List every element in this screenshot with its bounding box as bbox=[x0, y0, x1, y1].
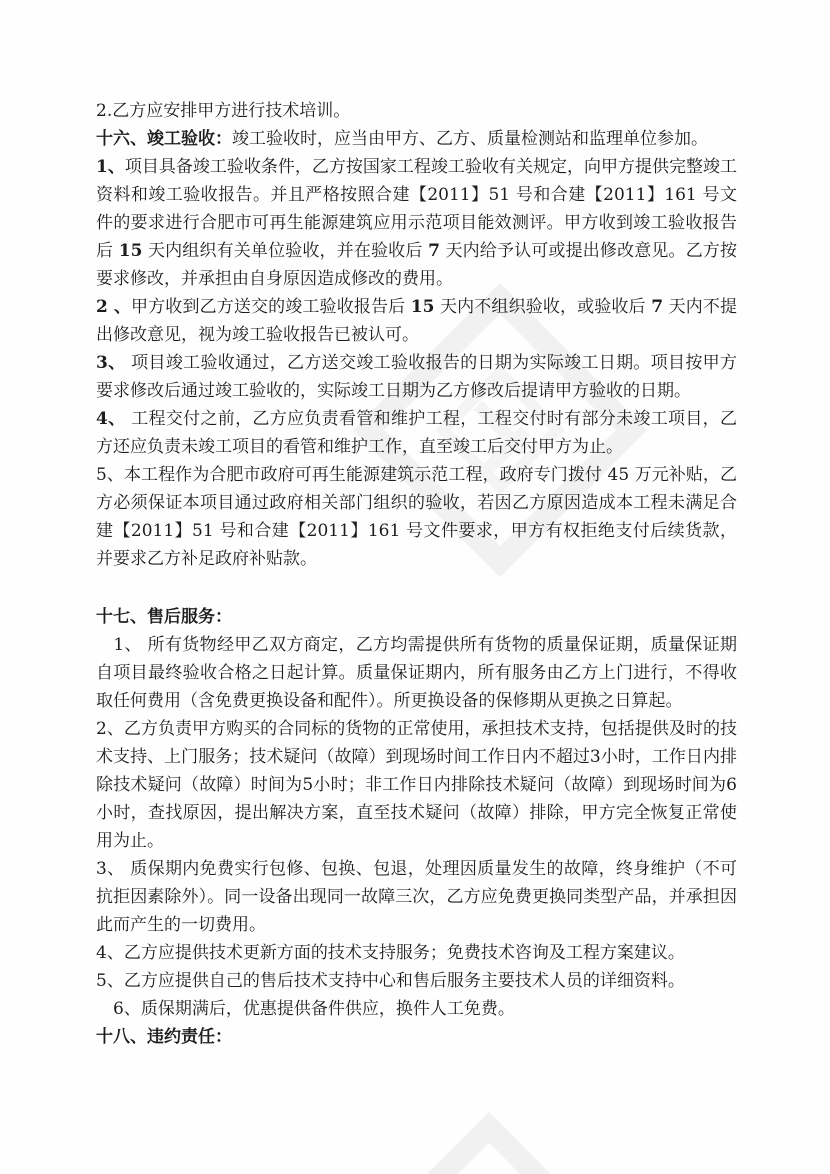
clause-16-1-text: 项目具备竣工验收条件，乙方按国家工程竣工验收有关规定，向甲方提供完整竣工资料和竣工验收报告。并且严格按照合建【2011】51 号和合建【2011】161 号文件的要求进行合肥市可再生能源建筑应用示范项目能效测评。甲方收到竣工验收报告后 bbox=[96, 157, 737, 261]
clause-17-2 bbox=[96, 715, 737, 855]
clause-16-1-text: 1、 bbox=[96, 157, 125, 177]
clause-16-5 bbox=[96, 461, 737, 573]
clause-16-1 bbox=[96, 153, 737, 293]
clause-17-4-text: 4、乙方应提供技术更新方面的技术支持服务；免费技术咨询及工程方案建议。 bbox=[96, 943, 685, 963]
clause-17-6 bbox=[96, 995, 737, 1023]
heading-16-completion-acceptance-text: 竣工验收时，应当由甲方、乙方、质量检测站和监理单位参加。 bbox=[232, 129, 708, 149]
clause-16-1-text: 天内给予认可或提出修改意见。乙方按要求修改，并承担由自身原因造成修改的费用。 bbox=[96, 241, 738, 289]
heading-17-after-sales-service-text: 十七、售后服务： bbox=[96, 607, 232, 627]
clause-16-5-text: 5、本工程作为合肥市政府可再生能源建筑示范工程，政府专门拨付 45 万元补贴，乙方必须保证本项目通过政府相关部门组织的验收，若因乙方原因造成本工程未满足合建【2011】51 号和合建【2011】161 号文件要求，甲方有权拒绝支付后续货款，并要求乙方补足政府补贴款。 bbox=[96, 465, 737, 569]
clause-17-1-text: 1、 所有货物经甲乙双方商定，乙方均需提供所有货物的质量保证期，质量保证期自项目最终验收合格之日起计算。质量保证期内，所有服务由乙方上门进行，不得收取任何费用（含免费更换设备和配件）。所更换设备的保修期从更换之日算起。 bbox=[96, 635, 737, 711]
watermark-diamond-bottom bbox=[385, 1155, 593, 1174]
clause-17-3-text: 3、 质保期内免费实行包修、包换、包退，处理因质量发生的故障，终身维护（不可抗拒因素除外）。同一设备出现同一故障三次，乙方应免费更换同类型产品，并承担因此而产生的一切费用。 bbox=[96, 859, 737, 935]
paragraph-training-text: 2.乙方应安排甲方进行技术培训。 bbox=[96, 101, 351, 121]
document-content bbox=[96, 97, 737, 1051]
clause-16-2 bbox=[96, 293, 737, 349]
clause-17-2-text: 2、乙方负责甲方购买的合同标的货物的正常使用，承担技术支持，包括提供及时的技术支持、上门服务；技术疑问（故障）到现场时间工作日内不超过3小时，工作日内排除技术疑问（故障）时间为5小时；非工作日内排除技术疑问（故障）到现场时间为6小时，查找原因，提出解决方案，直至技术疑问（故障）排除，甲方完全恢复正常使用为止。 bbox=[96, 719, 737, 851]
heading-18-breach-liability-text: 十八、违约责任： bbox=[96, 1027, 232, 1047]
clause-16-4-text: 4、 bbox=[96, 409, 126, 429]
clause-16-3 bbox=[96, 349, 737, 405]
clause-17-6-text: 6、质保期满后，优惠提供备件供应，换件人工免费。 bbox=[96, 999, 515, 1019]
paragraph-training bbox=[96, 97, 737, 125]
clause-17-5 bbox=[96, 967, 737, 995]
clause-17-3 bbox=[96, 855, 737, 939]
heading-17-after-sales-service bbox=[96, 603, 737, 631]
heading-16-completion-acceptance-text: 十六、竣工验收： bbox=[96, 129, 232, 149]
clause-16-1-text: 天内组织有关单位验收，并在验收后 bbox=[142, 241, 429, 261]
heading-18-breach-liability bbox=[96, 1023, 737, 1051]
watermark-outer-diamond bbox=[342, 1112, 636, 1174]
clause-16-2-text: 天内不组织验收，或验收后 bbox=[434, 297, 652, 317]
clause-16-2-text: 天内不提出修改意见，视为竣工验收报告已被认可。 bbox=[96, 297, 738, 345]
clause-16-2-text: 2 、 bbox=[96, 297, 132, 317]
clause-17-5-text: 5、乙方应提供自己的售后技术支持中心和售后服务主要技术人员的详细资料。 bbox=[96, 971, 685, 991]
clause-16-2-text: 甲方收到乙方送交的竣工验收报告后 bbox=[131, 297, 411, 317]
clause-16-1-text: 7 bbox=[428, 241, 440, 261]
clause-16-4 bbox=[96, 405, 737, 461]
clause-16-3-text: 项目竣工验收通过，乙方送交竣工验收报告的日期为实际竣工日期。项目按甲方要求修改后通过竣工验收的，实际竣工日期为乙方修改后提请甲方验收的日期。 bbox=[96, 353, 737, 401]
clause-16-1-text: 15 bbox=[118, 241, 143, 261]
clause-17-4 bbox=[96, 939, 737, 967]
clause-16-2-text: 15 bbox=[410, 297, 435, 317]
clause-16-4-text: 工程交付之前，乙方应负责看管和维护工程，工程交付时有部分未竣工项目，乙方还应负责未竣工项目的看管和维护工作，直至竣工后交付甲方为止。 bbox=[96, 409, 737, 457]
heading-16-completion-acceptance bbox=[96, 125, 737, 153]
clause-16-2-text: 7 bbox=[651, 297, 664, 317]
clause-17-1 bbox=[96, 631, 737, 715]
clause-16-3-text: 3、 bbox=[96, 353, 126, 373]
